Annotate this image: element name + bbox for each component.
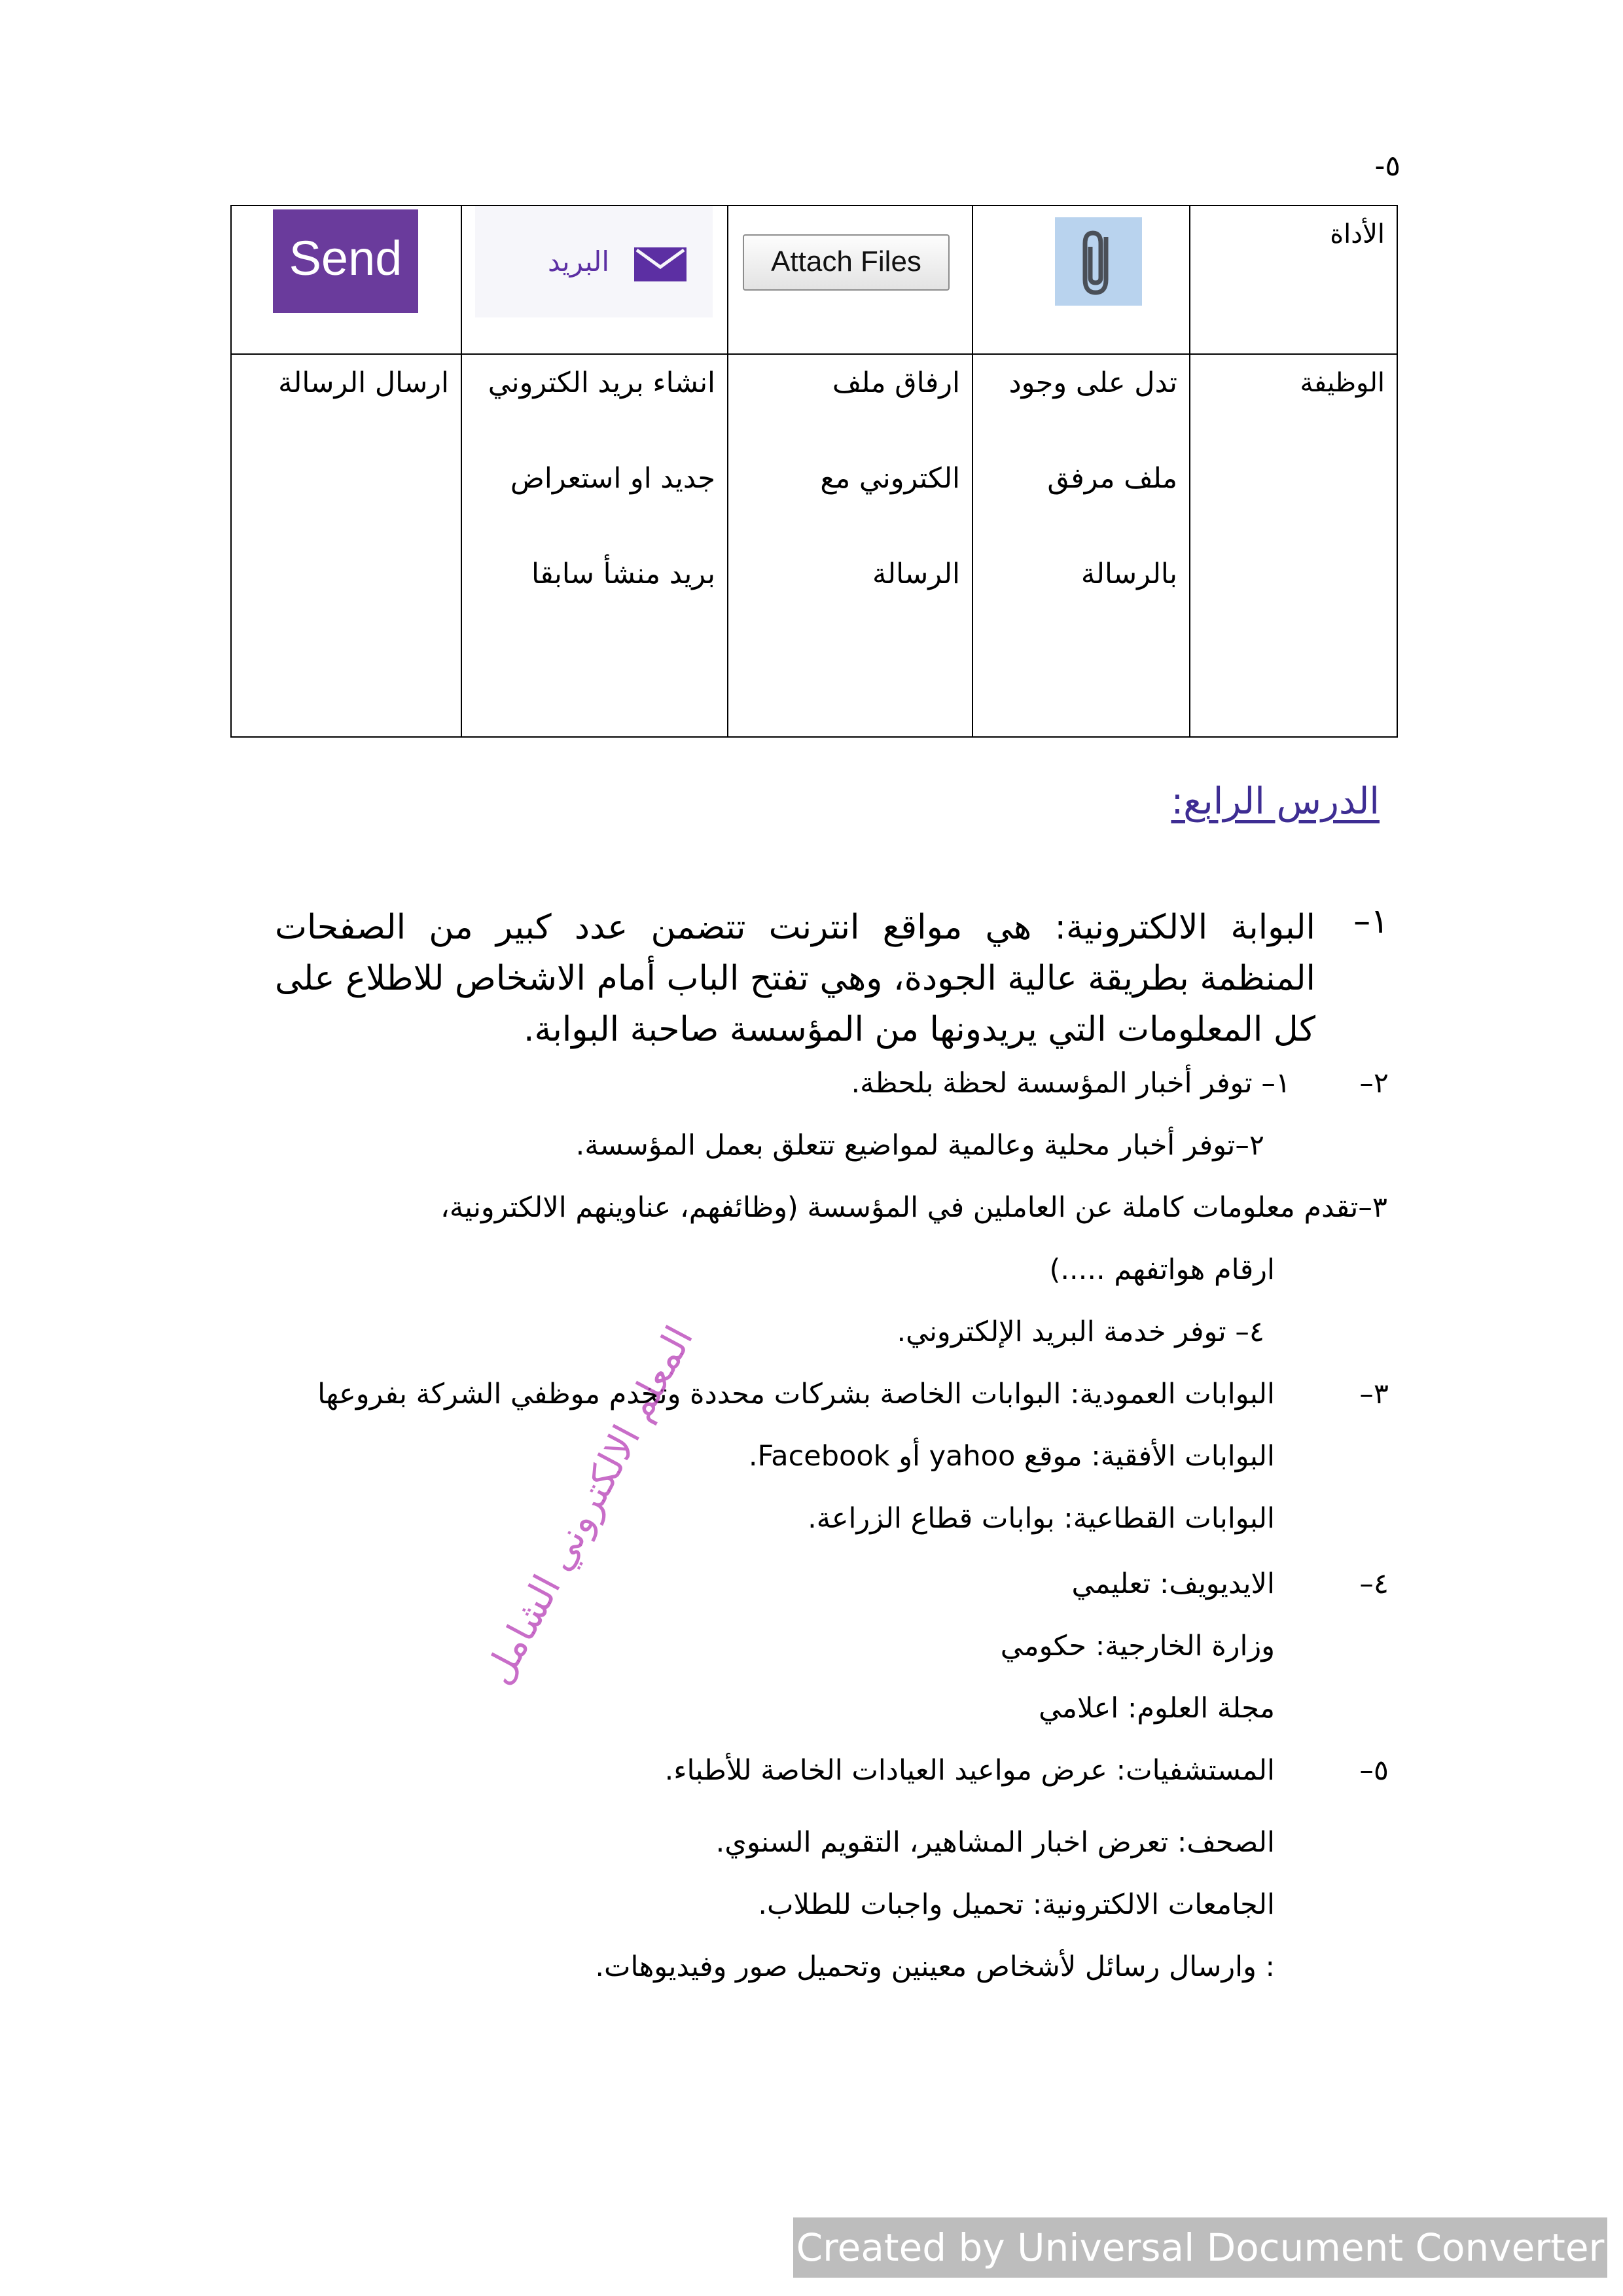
item-number: ٥– — [1359, 1754, 1389, 1787]
paragraph: البوابة الالكترونية: هي مواقع انترنت تتضمن عدد كبير من الصفحات المنظمة بطريقة عالية الجودة، وهي تفتح الباب أمام الاشخاص للاطلاع على كل المعلومات التي يريدونها من المؤسسة صاحبة البوابة. — [275, 908, 1315, 1049]
list-item: ٣–تقدم معلومات كاملة عن العاملين في المؤسسة (وظائفهم، عناوينهم الالكترونية، — [440, 1191, 1387, 1224]
paperclip-icon — [1055, 217, 1142, 306]
list-item: البوابات العمودية: البوابات الخاصة بشركات محددة وتخدم موظفي الشركة بفروعها — [317, 1378, 1275, 1410]
watermark-text: المعلم الالكتروني الشامل — [475, 1318, 702, 1692]
list-item: ٢–توفر أخبار محلية وعالمية لمواضيع تتعلق بعمل المؤسسة. — [575, 1129, 1264, 1162]
table-row-functions — [231, 354, 1397, 737]
list-item: الايديويف: تعليمي — [1071, 1568, 1275, 1600]
header-function: الوظيفة — [1300, 368, 1385, 398]
list-item: مجلة العلوم: اعلامي — [1039, 1692, 1275, 1725]
list-item: ارقام هواتفهم .....) — [1049, 1253, 1275, 1286]
item-number: ٣– — [1359, 1378, 1389, 1410]
item-number: ١– — [1353, 902, 1389, 941]
mail-label: البريد — [547, 245, 609, 278]
send-button[interactable]: Send — [273, 209, 418, 313]
function-text: جديد او استعراض — [510, 462, 715, 495]
lesson-title: الدرس الرابع: — [1171, 780, 1380, 823]
list-item: الصحف: تعرض اخبار المشاهير، التقويم السنوي. — [715, 1826, 1275, 1859]
list-item: الجامعات الالكترونية: تحميل واجبات للطلاب. — [758, 1888, 1275, 1921]
attach-cell — [728, 206, 972, 354]
list-item: المستشفيات: عرض مواعيد العيادات الخاصة للأطباء. — [664, 1754, 1275, 1787]
header-tool: الأداة — [1330, 219, 1385, 249]
attach-function-cell — [728, 354, 972, 737]
function-text: الرسالة — [872, 558, 960, 590]
page-number: ٥- — [1374, 149, 1400, 183]
mail-cell — [461, 206, 728, 354]
function-text: انشاء بريد الكتروني — [488, 367, 715, 399]
envelope-icon — [634, 247, 687, 281]
mail-button[interactable] — [475, 206, 713, 317]
footer-banner: Created by Universal Document Converter — [793, 2217, 1607, 2278]
list-item: ٤– توفر خدمة البريد الإلكتروني. — [897, 1316, 1264, 1348]
mail-function-cell — [461, 354, 728, 737]
tools-table — [230, 205, 1398, 738]
table-row-tools — [231, 206, 1397, 354]
attach-files-button[interactable]: Attach Files — [743, 234, 950, 291]
list-item: البوابات القطاعية: بوابات قطاع الزراعة. — [808, 1502, 1275, 1535]
item-number: ٤– — [1359, 1568, 1389, 1600]
function-text: ملف مرفق — [1047, 462, 1177, 495]
item-number: ٢– — [1359, 1067, 1389, 1100]
function-text: تدل على وجود — [1008, 367, 1177, 399]
list-item: : وارسال رسائل لأشخاص معينين وتحميل صور وفيديوهات. — [595, 1950, 1275, 1983]
list-item: البوابات الأفقية: موقع yahoo أو Facebook. — [748, 1440, 1275, 1473]
function-text: بريد منشأ سابقا — [531, 558, 715, 590]
list-item: ١– توفر أخبار المؤسسة لحظة بلحظة. — [851, 1067, 1291, 1100]
function-text: ارفاق ملف — [832, 367, 960, 399]
clip-cell — [972, 206, 1190, 354]
clip-function-cell — [972, 354, 1190, 737]
header-function-cell — [1190, 354, 1397, 737]
list-item: وزارة الخارجية: حكومي — [1000, 1630, 1275, 1662]
header-tool-cell — [1190, 206, 1397, 354]
send-cell — [231, 206, 461, 354]
function-text: ارسال الرسالة — [278, 367, 449, 399]
function-text: الكتروني مع — [820, 462, 960, 495]
function-text: بالرسالة — [1080, 558, 1177, 590]
send-function-cell — [231, 354, 461, 737]
